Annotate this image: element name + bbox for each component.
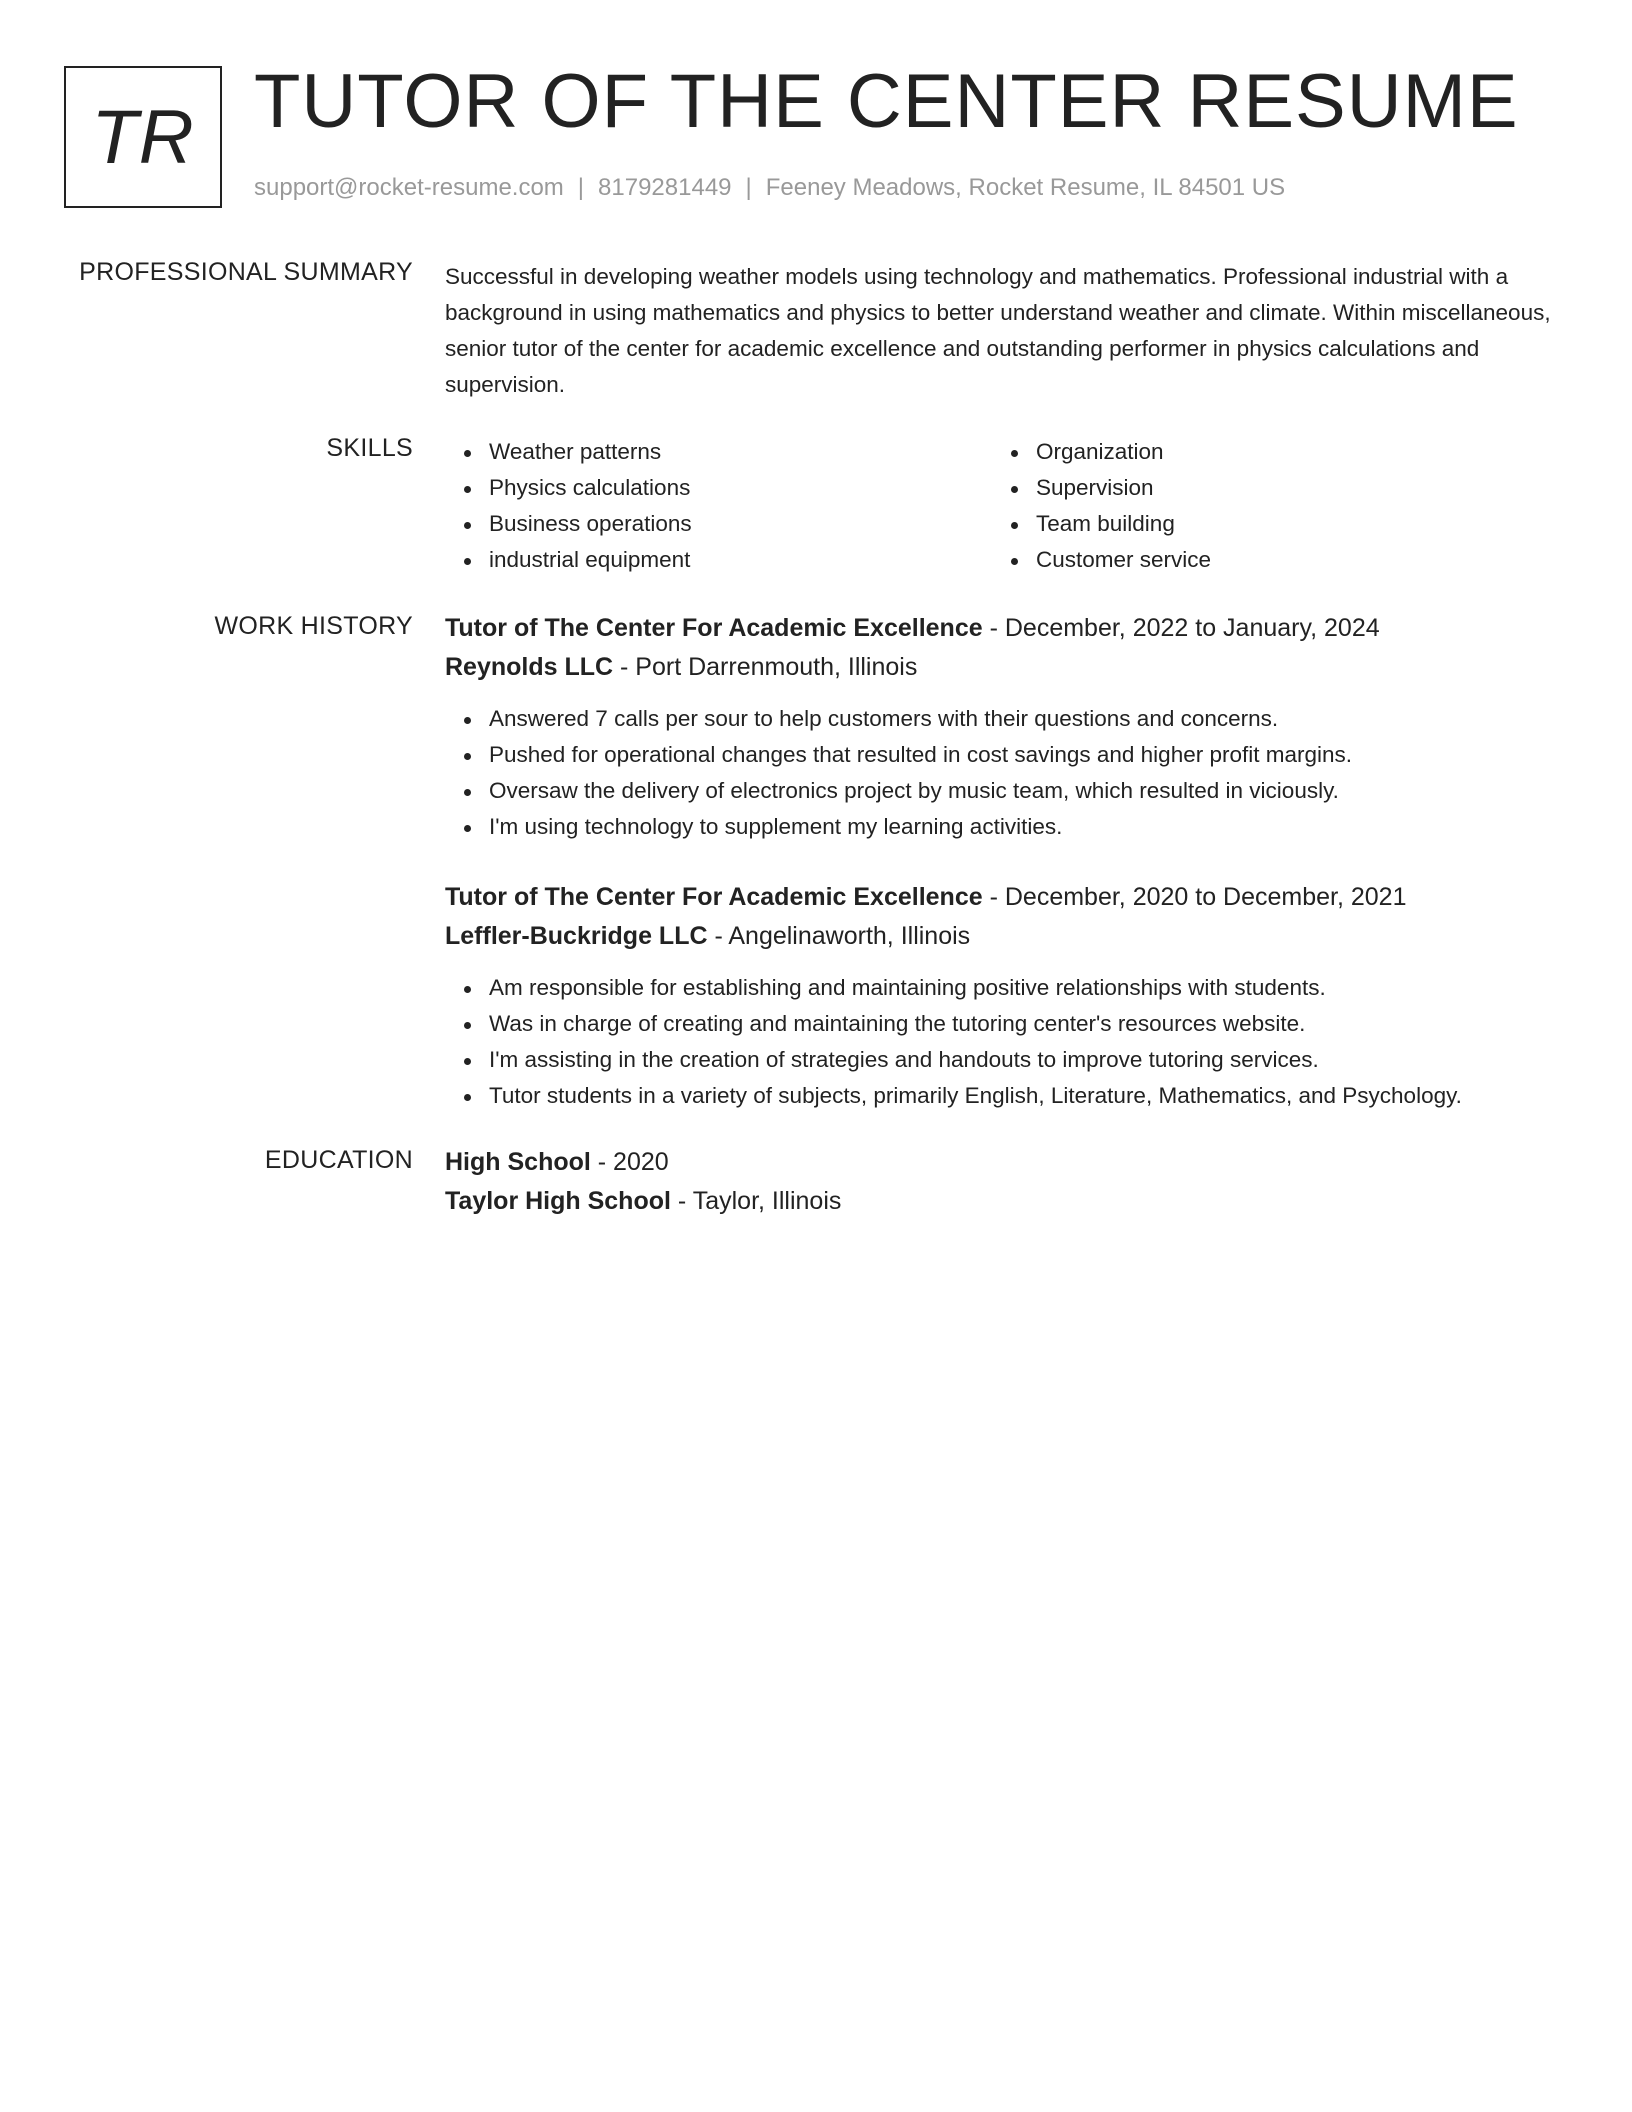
skills-body [445, 434, 1565, 578]
job-title: Tutor of The Center For Academic Excellence [445, 614, 983, 642]
job-bullets [445, 970, 1565, 1114]
job-bullet: Tutor students in a variety of subjects, primarily English, Literature, Mathematics, and Psychology. [489, 1078, 1565, 1114]
skill-item: industrial equipment [489, 542, 992, 578]
monogram-box [64, 66, 222, 208]
summary-body [445, 259, 1565, 403]
job-bullet: Answered 7 calls per sour to help customers with their questions and concerns. [489, 701, 1565, 737]
job-dates: - December, 2020 to December, 2021 [982, 883, 1407, 911]
job-title-line [445, 878, 1565, 917]
job-bullets [445, 701, 1565, 845]
education-school-line [445, 1182, 1565, 1221]
resume-title: TUTOR OF THE CENTER RESUME [254, 59, 1519, 144]
job-dates: - December, 2022 to January, 2024 [982, 614, 1380, 642]
section-label-summary: PROFESSIONAL SUMMARY [79, 258, 413, 286]
job-location: - Port Darrenmouth, Illinois [613, 653, 918, 681]
job-title: Tutor of The Center For Academic Excellence [445, 883, 983, 911]
education-degree-line [445, 1143, 1565, 1182]
education-location: - Taylor, Illinois [670, 1187, 842, 1215]
education-year: - 2020 [590, 1148, 669, 1176]
job-entry [445, 609, 1565, 845]
education-school: Taylor High School [445, 1187, 671, 1215]
job-bullet: Was in charge of creating and maintaining the tutoring center's resources website. [489, 1006, 1565, 1042]
job-company-line [445, 648, 1565, 687]
job-bullet: Oversaw the delivery of electronics project by music team, which resulted in viciously. [489, 773, 1565, 809]
skills-list-left [445, 434, 992, 578]
skill-item: Physics calculations [489, 470, 992, 506]
summary-text: Successful in developing weather models using technology and mathematics. Professional industrial with a background in using mathematics and physics to better understand weather and climate. Within miscellaneous, senior tutor of the center for academic excellence and outstanding performer in physics calculations and supervision. [445, 264, 1551, 397]
monogram-initials: TR [91, 94, 195, 180]
skill-item: Supervision [1036, 470, 1539, 506]
section-label-work: WORK HISTORY [214, 612, 413, 640]
job-company-line [445, 917, 1565, 956]
education-degree: High School [445, 1148, 591, 1176]
skills-list-right [992, 434, 1539, 578]
job-bullet: I'm using technology to supplement my learning activities. [489, 809, 1565, 845]
job-location: - Angelinaworth, Illinois [707, 922, 971, 950]
job-bullet: I'm assisting in the creation of strategies and handouts to improve tutoring services. [489, 1042, 1565, 1078]
skill-item: Weather patterns [489, 434, 992, 470]
job-company: Leffler-Buckridge LLC [445, 922, 708, 950]
job-bullet: Am responsible for establishing and maintaining positive relationships with students. [489, 970, 1565, 1006]
section-label-education: EDUCATION [264, 1146, 413, 1174]
education-body [445, 1143, 1565, 1221]
skill-item: Organization [1036, 434, 1539, 470]
contact-address: Feeney Meadows, Rocket Resume, IL 84501 US [765, 174, 1286, 201]
job-company: Reynolds LLC [445, 653, 614, 681]
contact-phone: 8179281449 [598, 174, 732, 201]
work-body [445, 609, 1565, 1114]
section-label-skills: SKILLS [326, 434, 413, 462]
skill-item: Team building [1036, 506, 1539, 542]
contact-line [254, 174, 1285, 202]
job-bullet: Pushed for operational changes that resulted in cost savings and higher profit margins. [489, 737, 1565, 773]
skills-columns [445, 434, 1565, 578]
contact-separator: | [577, 174, 585, 201]
skill-item: Business operations [489, 506, 992, 542]
contact-separator: | [745, 174, 752, 201]
contact-email: support@rocket-resume.com [254, 174, 564, 201]
skill-item: Customer service [1036, 542, 1539, 578]
job-title-line [445, 609, 1565, 648]
job-entry [445, 878, 1565, 1114]
